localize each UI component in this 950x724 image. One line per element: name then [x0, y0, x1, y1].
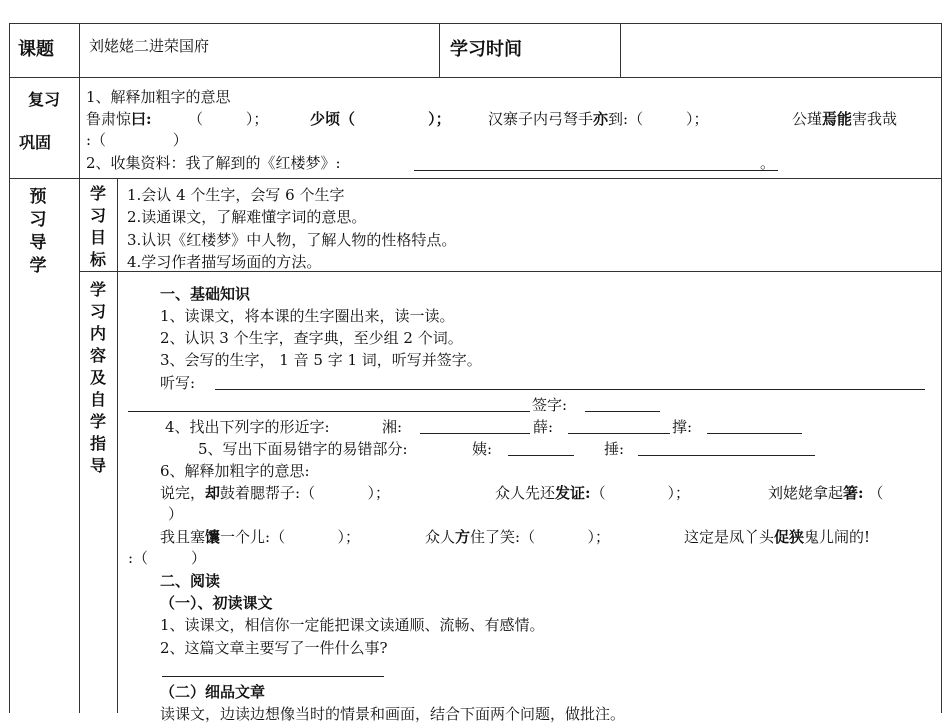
dictation-blank-1[interactable]	[215, 389, 925, 390]
review-q3: 汉寨子内弓弩手亦到:（ ）；	[488, 110, 709, 128]
review-q3-pre: 汉寨子内弓弩手	[488, 110, 594, 128]
error-label: 5、写出下面易错字的易错部分:	[198, 440, 408, 458]
sub2-title: （二）细品文章	[160, 683, 266, 701]
sub1-title: （一）、初读课文	[160, 594, 273, 612]
review-label-top: 复习	[28, 90, 61, 109]
review-q4-post: 害我哉	[852, 110, 898, 128]
section1-title: 一、基础知识	[160, 285, 251, 303]
similar-blank-1[interactable]	[420, 433, 530, 434]
goal-item: 2.读通课文，了解难懂字词的意思。	[127, 208, 367, 226]
s1-item: 3、会写的生字， 1 音 5 字 1 词，听写并签字。	[160, 351, 482, 369]
col-divider-1	[79, 23, 80, 713]
review-q1-pre: 鲁肃惊	[86, 110, 132, 128]
review-q1-blank: （ ）；	[188, 110, 269, 128]
section2-title: 二、阅读	[160, 572, 221, 590]
error-char-2: 捶:	[604, 440, 625, 458]
similar-blank-3[interactable]	[707, 433, 802, 434]
similar-blank-2[interactable]	[568, 433, 670, 434]
review-line3-blank[interactable]	[414, 170, 778, 171]
goals-label: 学习目标	[89, 184, 106, 269]
explain-e5: 众人方住了笑:（ ）；	[425, 528, 611, 546]
table-border-top	[9, 23, 942, 24]
explain-e3-tail: ）	[168, 505, 184, 523]
study-time-label: 学习时间	[450, 39, 522, 60]
table-border-right	[941, 23, 942, 713]
review-line1: 1、解释加粗字的意思	[86, 88, 231, 106]
explain-e1: 说完，却鼓着腮帮子:（ ）；	[160, 484, 391, 502]
review-q1-bold: 曰:	[131, 110, 152, 128]
dictation-blank-2[interactable]	[128, 411, 530, 412]
explain-e6-tail: :（ ）	[128, 549, 206, 567]
similar-char-2: 薛:	[533, 418, 554, 436]
review-q1	[86, 108, 152, 129]
s1-item: 2、认识 3 个生字，查字典，至少组 2 个词。	[160, 329, 463, 347]
col-divider-time-2	[620, 23, 621, 78]
explain-e3: 刘姥姥拿起箸: （	[768, 484, 884, 502]
sub2-cut-line: 读课文，边读边想像当时的情景和画面，结合下面两个问题，做批注。	[160, 705, 626, 723]
similar-char-1: 湘:	[382, 418, 403, 436]
review-q4-pre: 公瑾	[792, 110, 823, 128]
goal-item: 3.认识《红楼梦》中人物，了解人物的性格特点。	[127, 231, 457, 249]
review-line3-end: 。	[760, 154, 776, 172]
error-blank-2[interactable]	[638, 455, 815, 456]
review-q4	[792, 108, 897, 129]
goal-item: 1.会认 4 个生字，会写 6 个生字	[127, 186, 345, 204]
review-q2: 少顷（ ）；	[310, 110, 451, 128]
table-border-left	[9, 23, 10, 713]
goal-item: 4.学习作者描写场面的方法。	[127, 253, 322, 271]
col-divider-time-1	[439, 23, 440, 78]
sub1-item: 2、这篇文章主要写了一件什么事?	[160, 639, 388, 657]
sub1-item: 1、读课文，相信你一定能把课文读通顺、流畅、有感情。	[160, 616, 545, 634]
content-label: 学习内容及自学指导	[89, 280, 106, 475]
topic-value: 刘姥姥二进荣国府	[89, 37, 210, 55]
s1-item: 1、读课文，将本课的生字圈出来，读一读。	[160, 307, 455, 325]
explain-e4: 我且塞馕一个儿:（ ）；	[160, 528, 361, 546]
review-label-bottom: 巩固	[19, 133, 52, 152]
sub1-answer-blank[interactable]	[162, 676, 384, 677]
preview-label: 预习导学	[29, 187, 47, 276]
sign-blank[interactable]	[585, 411, 660, 412]
review-line3: 2、收集资料：我了解到的《红楼梦》:	[86, 154, 341, 172]
sign-label: 签字:	[532, 396, 568, 414]
explain-e2: 众人先还发证:（ ）；	[495, 484, 691, 502]
error-char-1: 姨:	[472, 440, 493, 458]
similar-label: 4、找出下列字的形近字:	[165, 418, 330, 436]
similar-char-3: 撑:	[672, 418, 693, 436]
review-q3-bold: 亦	[593, 110, 609, 128]
review-q4-bold: 焉能	[822, 110, 853, 128]
row-divider-2	[9, 178, 942, 179]
topic-label: 课题	[18, 39, 54, 60]
dictation-label: 听写:	[160, 374, 196, 392]
col-divider-inner	[117, 178, 118, 713]
explain-label: 6、解释加粗字的意思:	[160, 462, 310, 480]
review-q4-tail: :（ ）	[86, 131, 188, 149]
explain-e6: 这定是凤丫头促狭鬼儿闹的!	[684, 528, 871, 546]
row-divider-1	[9, 77, 942, 78]
error-blank-1[interactable]	[508, 455, 574, 456]
